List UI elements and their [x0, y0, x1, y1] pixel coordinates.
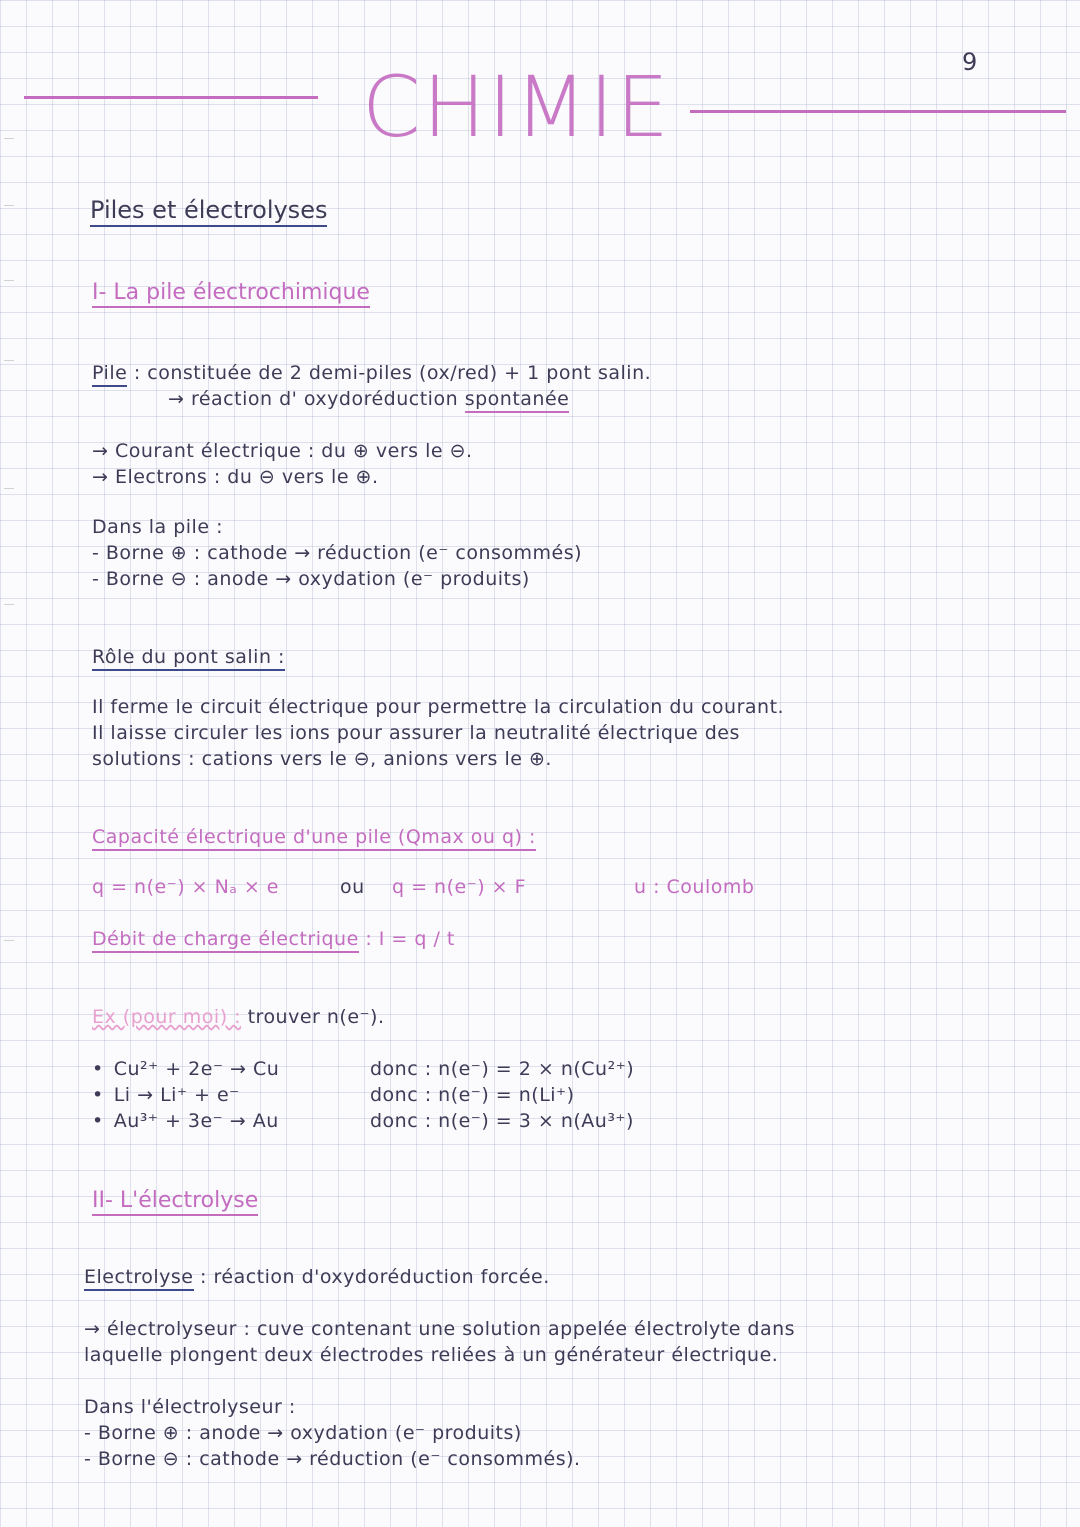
example-eq-3: [92, 1110, 279, 1132]
example-res-3: donc : n(e⁻) = 3 × n(Au³⁺): [370, 1110, 634, 1132]
pile-reaction-word: spontanée: [465, 388, 570, 413]
formula-2: q = n(e⁻) × F: [392, 876, 527, 898]
electrolyse-borne-minus: - Borne ⊖ : cathode → réduction (e⁻ consommés).: [84, 1448, 581, 1470]
main-heading-text: Piles et électrolyses: [90, 196, 327, 227]
pont-line-3: solutions : cations vers le ⊖, anions vers le ⊕.: [92, 748, 552, 770]
main-heading: [90, 196, 327, 224]
electrolyseur-line-1: → électrolyseur : cuve contenant une solution appelée électrolyte dans: [84, 1318, 796, 1340]
example-res-2: donc : n(e⁻) = n(Li⁺): [370, 1084, 575, 1106]
title-rule-right: [690, 110, 1066, 113]
unit-coulomb: u : Coulomb: [634, 876, 755, 898]
pile-def-text: : constituée de 2 demi-piles (ox/red) + 1 pont salin.: [133, 362, 652, 384]
pont-line-1: Il ferme le circuit électrique pour permettre la circulation du courant.: [92, 696, 785, 718]
electrolyse-def-text: : réaction d'oxydoréduction forcée.: [200, 1266, 550, 1288]
capacite-heading-text: Capacité électrique d'une pile (Qmax ou q) :: [92, 826, 536, 851]
section2-heading-text: II- L'électrolyse: [92, 1188, 258, 1216]
section2-heading: [92, 1188, 258, 1213]
electrolyse-label: Electrolyse: [84, 1266, 194, 1291]
pile-reaction-prefix: → réaction d' oxydoréduction: [168, 388, 459, 410]
example-label: Ex (pour moi) :: [92, 1006, 242, 1028]
dans-electrolyseur: Dans l'électrolyseur :: [84, 1396, 296, 1418]
pile-label: Pile: [92, 362, 127, 387]
example-line: [92, 1006, 385, 1028]
example-eq-3-text: • Au³⁺ + 3e⁻ → Au: [92, 1110, 279, 1132]
debit-label: Débit de charge électrique: [92, 928, 359, 953]
example-res-1: donc : n(e⁻) = 2 × n(Cu²⁺): [370, 1058, 635, 1080]
pont-heading-text: Rôle du pont salin :: [92, 646, 285, 671]
example-task: trouver n(e⁻).: [247, 1006, 385, 1028]
courant-line: → Courant électrique : du ⊕ vers le ⊖.: [92, 440, 473, 462]
pile-definition: [92, 362, 651, 384]
pile-reaction: [168, 388, 569, 410]
electrolyse-borne-plus: - Borne ⊕ : anode → oxydation (e⁻ produits): [84, 1422, 522, 1444]
electrolyseur-line-2: laquelle plongent deux électrodes reliées à un générateur électrique.: [84, 1344, 779, 1366]
example-eq-2: [92, 1084, 240, 1106]
pont-heading: [92, 646, 285, 668]
formula-or: ou: [340, 876, 365, 898]
pile-borne-plus: - Borne ⊕ : cathode → réduction (e⁻ consommés): [92, 542, 583, 564]
section1-heading-text: I- La pile électrochimique: [92, 280, 370, 308]
capacite-heading: [92, 826, 536, 848]
page-number: 9: [962, 48, 978, 76]
section1-heading: [92, 280, 370, 305]
pont-line-2: Il laisse circuler les ions pour assurer la neutralité électrique des: [92, 722, 740, 744]
example-eq-1: [92, 1058, 279, 1080]
electrons-line: → Electrons : du ⊖ vers le ⊕.: [92, 466, 379, 488]
example-eq-2-text: • Li → Li⁺ + e⁻: [92, 1084, 240, 1106]
debit-formula: : I = q / t: [365, 928, 455, 950]
pile-borne-minus: - Borne ⊖ : anode → oxydation (e⁻ produits): [92, 568, 530, 590]
title-rule-left: [24, 96, 318, 99]
debit-line: [92, 928, 455, 950]
binder-margin: [0, 0, 24, 1527]
page-title: CHIMIE: [362, 58, 671, 156]
formula-1: q = n(e⁻) × Nₐ × e: [92, 876, 279, 898]
dans-pile: Dans la pile :: [92, 516, 223, 538]
electrolyse-def: [84, 1266, 550, 1288]
example-eq-1-text: • Cu²⁺ + 2e⁻ → Cu: [92, 1058, 279, 1080]
